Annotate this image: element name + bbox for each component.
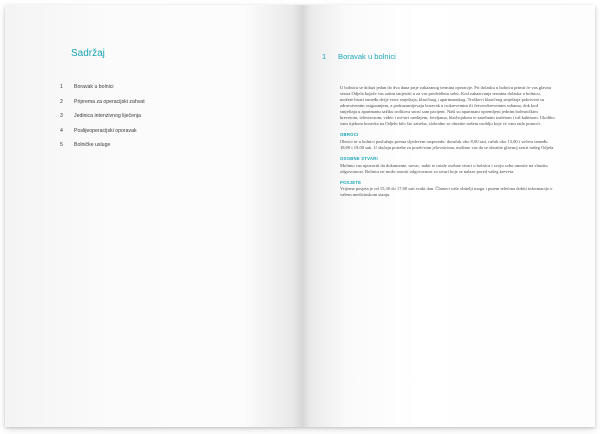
toc-list — [60, 84, 145, 157]
toc-title: Sadržaj — [71, 48, 105, 59]
toc-item-label: Poslijeoperacijski oporavak — [74, 127, 137, 134]
section-text-meals: Obroci se u bolnici poslužuju prema sljedećem rasporedu: doručak oko 8,00 sati, ručak oko 13,00 i večera između 18,00 i 19,00 sati. U slučaju potrebe za poseb-nim jelovnicima, molimo vas da se obratite glavnoj sestri našeg Odjela. — [340, 138, 555, 150]
booklet-spread — [5, 5, 595, 427]
toc-item-label: Bolničke usluge — [74, 142, 111, 148]
toc-item — [60, 84, 145, 99]
section-text-personal-items: Molimo vas upozoriti da dokumente, novac, nakit te ostale osobne stvari u bolnicu i svoju sobu unosite na vlastitu odgovornost. Bolnica ne može snositi odgovornost za stvari koje se nalaze pored vašeg kreveta. — [340, 162, 548, 174]
right-page — [302, 5, 595, 427]
left-page — [5, 5, 302, 427]
toc-item-number: 3 — [60, 113, 63, 119]
toc-item-number: 2 — [60, 98, 63, 105]
intro-paragraph: U bolnicu se dolazi jedan do dva dana prije zakazanog termina operacije. Pri dolasku u bolnicu primit će vas glavna sestra Odjela kojače vas zatim smjestiti u za vas predviđenu sobu. Kod zakazivanja termina dolaska u bolnicu, možete birati između dvije vrste smještaja, klasičnog i apartmanskog. Troškovi klasičnog smještaja pokriveni su zdravstvenim osiguranjem, a podrazumijevaju boravak u trokrevetnim ili četverokrevetnim sobama, dok kod smještaja u apartmanu sažiku troškova snosi sam pacijent. Naši su apartmani opremljeni jednim bolesničkim krevetom, televizorom, video i mi-stri uređajem, foteljama, hlad-njakom te zasebnim toaletom i tuš kabinom. Ukoliko vam tijekom boravka na Odjelu bilo što zatreba, slobodno se obratite našem osoblju koje će vam rado pomoći. — [340, 85, 555, 127]
toc-item-label: Jedinica intenzivnog liječenja — [74, 113, 141, 119]
toc-item-number: 1 — [60, 84, 63, 90]
section-heading-personal-items: OSOBNE STVARI — [340, 155, 378, 161]
chapter-heading — [322, 52, 396, 61]
section-heading-visits: POSJETE — [340, 179, 362, 185]
toc-item-label: Boravak u bolnici — [74, 84, 114, 90]
toc-item — [60, 142, 145, 157]
toc-item — [60, 99, 145, 114]
toc-item — [60, 128, 145, 143]
section-heading-meals: OBROCI — [340, 132, 359, 138]
toc-item-number: 5 — [60, 142, 63, 148]
toc-item — [60, 113, 145, 128]
chapter-number: 1 — [322, 52, 327, 61]
toc-item-label: Priprema za operacijski zahvat — [74, 98, 145, 105]
chapter-title: Boravak u bolnici — [338, 52, 396, 61]
toc-item-number: 4 — [60, 127, 63, 134]
chapter-body — [340, 85, 555, 198]
section-text-visits: Vrijeme posjeta je od 15,30 do 17,00 sati svaki dan. Članovi vaše obitelji mogu i putem telefona dobiti informacije o vašem medicinskom stanju. — [340, 186, 553, 198]
